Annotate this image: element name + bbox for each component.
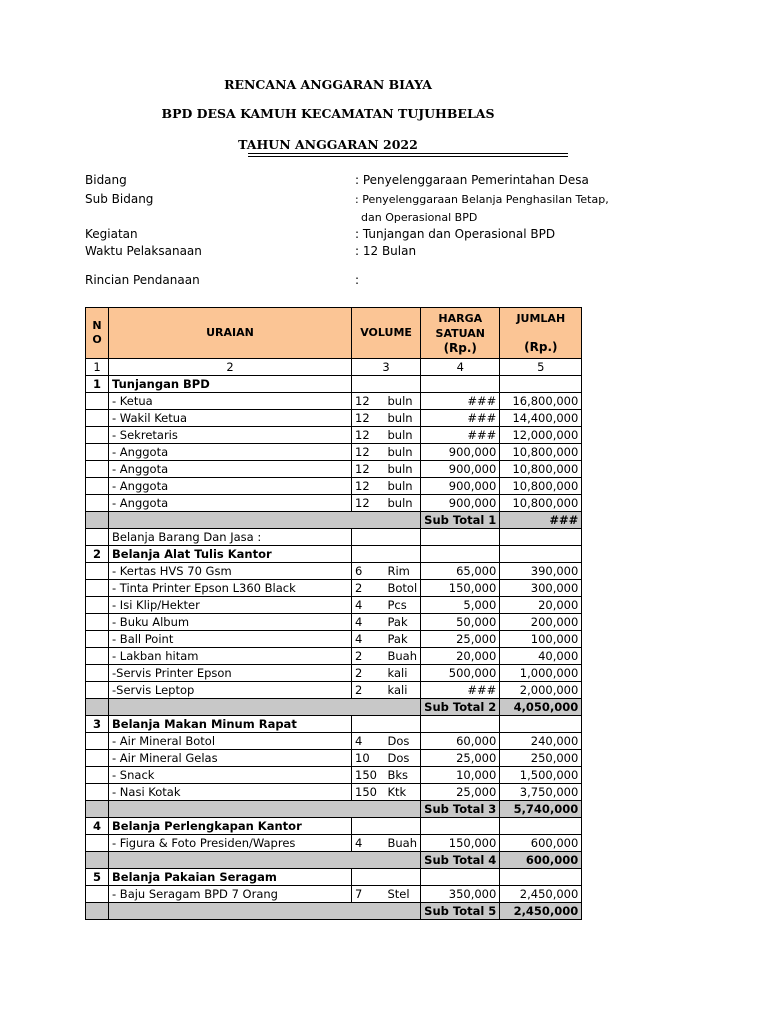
table-row <box>86 835 582 852</box>
item-unit: buln <box>385 478 421 495</box>
item-unit-price: 60,000 <box>421 733 500 750</box>
item-unit: buln <box>385 410 421 427</box>
subtotal-label: Sub Total 1 <box>421 512 500 529</box>
item-unit-price: 900,000 <box>421 461 500 478</box>
section-title: Belanja Perlengkapan Kantor <box>109 818 352 835</box>
item-unit: Pcs <box>385 597 421 614</box>
item-total: 240,000 <box>500 733 582 750</box>
section-title: Belanja Alat Tulis Kantor <box>109 546 352 563</box>
item-description: -Servis Leptop <box>109 682 352 699</box>
row-no <box>86 903 109 920</box>
item-unit: kali <box>385 682 421 699</box>
row-no <box>86 461 109 478</box>
item-total: 600,000 <box>500 835 582 852</box>
item-unit: Ktk <box>385 784 421 801</box>
row-no <box>86 512 109 529</box>
item-unit: buln <box>385 461 421 478</box>
item-quantity: 2 <box>352 682 385 699</box>
header-harga-line1: HARGA <box>438 311 483 325</box>
row-no <box>86 648 109 665</box>
document-year: TAHUN ANGGARAN 2022 <box>238 137 418 152</box>
price-cell <box>421 818 500 835</box>
price-cell <box>421 376 500 393</box>
subtotal-spacer <box>109 512 421 529</box>
item-description: - Anggota <box>109 444 352 461</box>
section-title: Belanja Makan Minum Rapat <box>109 716 352 733</box>
row-no <box>86 767 109 784</box>
row-no <box>86 682 109 699</box>
section-row <box>86 716 582 733</box>
rincian-value: : <box>355 273 360 287</box>
row-no <box>86 750 109 767</box>
table-row <box>86 733 582 750</box>
item-quantity: 4 <box>352 835 385 852</box>
item-unit: Rim <box>385 563 421 580</box>
row-no <box>86 393 109 410</box>
document-title: RENCANA ANGGARAN BIAYA <box>224 77 432 92</box>
item-unit-price: 25,000 <box>421 784 500 801</box>
table-row <box>86 444 582 461</box>
header-uraian: URAIAN <box>109 308 352 359</box>
row-no <box>86 614 109 631</box>
item-description: -Servis Printer Epson <box>109 665 352 682</box>
item-description: - Ball Point <box>109 631 352 648</box>
item-unit-price: 25,000 <box>421 750 500 767</box>
item-quantity: 2 <box>352 580 385 597</box>
total-cell <box>500 869 582 886</box>
item-description: - Figura & Foto Presiden/Wapres <box>109 835 352 852</box>
item-unit-price: 150,000 <box>421 835 500 852</box>
colnum-3: 3 <box>352 359 421 376</box>
item-description: - Kertas HVS 70 Gsm <box>109 563 352 580</box>
item-quantity: 12 <box>352 478 385 495</box>
row-no <box>86 478 109 495</box>
item-quantity: 4 <box>352 597 385 614</box>
vol-cell <box>352 546 421 563</box>
price-cell <box>421 869 500 886</box>
subtotal-value: 5,740,000 <box>500 801 582 818</box>
item-unit-price: 150,000 <box>421 580 500 597</box>
waktu-value: : 12 Bulan <box>355 244 417 258</box>
table-row <box>86 427 582 444</box>
item-description: - Ketua <box>109 393 352 410</box>
subtotal-value: 4,050,000 <box>500 699 582 716</box>
total-cell <box>500 818 582 835</box>
item-unit-price: ### <box>421 682 500 699</box>
item-quantity: 12 <box>352 427 385 444</box>
colnum-5: 5 <box>500 359 582 376</box>
table-row <box>86 580 582 597</box>
table-row <box>86 631 582 648</box>
item-unit-price: 65,000 <box>421 563 500 580</box>
row-no: 4 <box>86 818 109 835</box>
title-underline-top <box>248 153 568 154</box>
subbidang-value-line1: : Penyelenggaraan Belanja Penghasilan Tetap, <box>355 193 609 206</box>
row-no <box>86 835 109 852</box>
item-quantity: 12 <box>352 461 385 478</box>
item-unit: Pak <box>385 614 421 631</box>
section-row <box>86 818 582 835</box>
item-unit: buln <box>385 444 421 461</box>
table-row <box>86 614 582 631</box>
section-row <box>86 376 582 393</box>
item-unit-price: 5,000 <box>421 597 500 614</box>
item-total: 1,000,000 <box>500 665 582 682</box>
subtotal-value: ### <box>500 512 582 529</box>
column-number-row <box>86 359 582 376</box>
item-total: 40,000 <box>500 648 582 665</box>
item-unit: Buah <box>385 648 421 665</box>
item-description: - Baju Seragam BPD 7 Orang <box>109 886 352 903</box>
item-unit-price: 900,000 <box>421 444 500 461</box>
item-unit-price: 10,000 <box>421 767 500 784</box>
item-description: - Wakil Ketua <box>109 410 352 427</box>
note-row <box>86 529 582 546</box>
item-total: 200,000 <box>500 614 582 631</box>
item-unit: Pak <box>385 631 421 648</box>
subtotal-label: Sub Total 5 <box>421 903 500 920</box>
subtotal-spacer <box>109 903 421 920</box>
table-row <box>86 784 582 801</box>
row-no <box>86 801 109 818</box>
item-quantity: 12 <box>352 444 385 461</box>
colnum-4: 4 <box>421 359 500 376</box>
item-total: 3,750,000 <box>500 784 582 801</box>
table-row <box>86 495 582 512</box>
table-body <box>86 376 582 920</box>
rincian-label: Rincian Pendanaan <box>85 273 200 287</box>
item-description: - Air Mineral Botol <box>109 733 352 750</box>
item-unit: buln <box>385 393 421 410</box>
item-unit-price: 20,000 <box>421 648 500 665</box>
vol-cell <box>352 818 421 835</box>
item-description: - Nasi Kotak <box>109 784 352 801</box>
table-row <box>86 461 582 478</box>
item-total: 2,450,000 <box>500 886 582 903</box>
colnum-2: 2 <box>109 359 352 376</box>
item-unit-price: 500,000 <box>421 665 500 682</box>
total-cell <box>500 546 582 563</box>
subtotal-row <box>86 852 582 869</box>
table-row <box>86 665 582 682</box>
table-row <box>86 393 582 410</box>
item-unit: buln <box>385 495 421 512</box>
item-quantity: 10 <box>352 750 385 767</box>
row-no <box>86 580 109 597</box>
item-description: - Anggota <box>109 461 352 478</box>
item-quantity: 12 <box>352 393 385 410</box>
item-description: - Isi Klip/Hekter <box>109 597 352 614</box>
item-total: 16,800,000 <box>500 393 582 410</box>
subtotal-label: Sub Total 2 <box>421 699 500 716</box>
subtotal-spacer <box>109 801 421 818</box>
kegiatan-label: Kegiatan <box>85 227 138 241</box>
table-row <box>86 597 582 614</box>
row-no: 5 <box>86 869 109 886</box>
item-total: 1,500,000 <box>500 767 582 784</box>
item-unit: Buah <box>385 835 421 852</box>
item-quantity: 150 <box>352 784 385 801</box>
item-total: 2,000,000 <box>500 682 582 699</box>
header-jumlah <box>500 308 582 359</box>
price-cell <box>421 546 500 563</box>
section-row <box>86 869 582 886</box>
vol-cell <box>352 869 421 886</box>
total-cell <box>500 716 582 733</box>
item-unit: buln <box>385 427 421 444</box>
section-row <box>86 546 582 563</box>
vol-cell <box>352 529 421 546</box>
subtotal-row <box>86 903 582 920</box>
row-no <box>86 852 109 869</box>
item-quantity: 12 <box>352 410 385 427</box>
bidang-label: Bidang <box>85 173 127 187</box>
header-jumlah-line1: JUMLAH <box>516 312 566 325</box>
total-cell <box>500 529 582 546</box>
item-unit-price: 50,000 <box>421 614 500 631</box>
subtotal-value: 600,000 <box>500 852 582 869</box>
item-description: - Anggota <box>109 495 352 512</box>
row-no <box>86 410 109 427</box>
row-no <box>86 631 109 648</box>
item-description: - Anggota <box>109 478 352 495</box>
item-unit-price: ### <box>421 410 500 427</box>
item-description: - Air Mineral Gelas <box>109 750 352 767</box>
item-description: - Snack <box>109 767 352 784</box>
header-volume: VOLUME <box>352 308 421 359</box>
header-no: N O <box>86 308 109 359</box>
subtotal-label: Sub Total 3 <box>421 801 500 818</box>
row-no: 2 <box>86 546 109 563</box>
item-quantity: 4 <box>352 733 385 750</box>
item-total: 10,800,000 <box>500 495 582 512</box>
row-no: 3 <box>86 716 109 733</box>
item-total: 300,000 <box>500 580 582 597</box>
item-total: 14,400,000 <box>500 410 582 427</box>
item-total: 10,800,000 <box>500 444 582 461</box>
item-quantity: 12 <box>352 495 385 512</box>
item-total: 10,800,000 <box>500 461 582 478</box>
colnum-1: 1 <box>86 359 109 376</box>
section-title: Tunjangan BPD <box>109 376 352 393</box>
vol-cell <box>352 716 421 733</box>
item-description: - Buku Album <box>109 614 352 631</box>
item-unit: Botol <box>385 580 421 597</box>
table-row <box>86 648 582 665</box>
price-cell <box>421 529 500 546</box>
item-quantity: 4 <box>352 631 385 648</box>
row-no <box>86 665 109 682</box>
item-total: 20,000 <box>500 597 582 614</box>
row-no <box>86 886 109 903</box>
item-unit: kali <box>385 665 421 682</box>
row-no <box>86 563 109 580</box>
item-unit: Dos <box>385 733 421 750</box>
title-underline-bottom <box>248 156 568 157</box>
row-no <box>86 427 109 444</box>
item-unit: Bks <box>385 767 421 784</box>
row-no <box>86 597 109 614</box>
item-quantity: 150 <box>352 767 385 784</box>
item-unit: Dos <box>385 750 421 767</box>
document-subtitle: BPD DESA KAMUH KECAMATAN TUJUHBELAS <box>161 106 495 121</box>
subtotal-label: Sub Total 4 <box>421 852 500 869</box>
table-header-row <box>86 308 582 359</box>
row-no <box>86 784 109 801</box>
table-row <box>86 563 582 580</box>
item-quantity: 6 <box>352 563 385 580</box>
row-no <box>86 733 109 750</box>
header-harga-line2: SATUAN <box>435 326 485 340</box>
item-description: - Sekretaris <box>109 427 352 444</box>
item-total: 390,000 <box>500 563 582 580</box>
item-unit-price: 350,000 <box>421 886 500 903</box>
item-unit-price: 900,000 <box>421 495 500 512</box>
item-unit-price: 25,000 <box>421 631 500 648</box>
subtotal-spacer <box>109 852 421 869</box>
subbidang-label: Sub Bidang <box>85 192 154 206</box>
table-row <box>86 886 582 903</box>
subtotal-row <box>86 801 582 818</box>
item-unit-price: ### <box>421 393 500 410</box>
row-no <box>86 495 109 512</box>
section-title: Belanja Pakaian Seragam <box>109 869 352 886</box>
note-text: Belanja Barang Dan Jasa : <box>109 529 352 546</box>
subtotal-row <box>86 512 582 529</box>
table-row <box>86 478 582 495</box>
table-row <box>86 410 582 427</box>
subbidang-value-line2: dan Operasional BPD <box>361 211 478 224</box>
kegiatan-value: : Tunjangan dan Operasional BPD <box>355 227 556 241</box>
header-jumlah-line2: (Rp.) <box>524 340 558 354</box>
row-no <box>86 444 109 461</box>
item-total: 250,000 <box>500 750 582 767</box>
item-total: 10,800,000 <box>500 478 582 495</box>
item-quantity: 2 <box>352 665 385 682</box>
subtotal-row <box>86 699 582 716</box>
subtotal-spacer <box>109 699 421 716</box>
header-harga-line3: (Rp.) <box>443 340 477 355</box>
bidang-value: : Penyelenggaraan Pemerintahan Desa <box>355 173 589 187</box>
item-quantity: 4 <box>352 614 385 631</box>
vol-cell <box>352 376 421 393</box>
row-no <box>86 699 109 716</box>
item-quantity: 2 <box>352 648 385 665</box>
total-cell <box>500 376 582 393</box>
item-description: - Lakban hitam <box>109 648 352 665</box>
item-quantity: 7 <box>352 886 385 903</box>
item-unit-price: 900,000 <box>421 478 500 495</box>
subtotal-value: 2,450,000 <box>500 903 582 920</box>
table-row <box>86 767 582 784</box>
budget-table <box>85 307 582 920</box>
item-unit-price: ### <box>421 427 500 444</box>
item-total: 100,000 <box>500 631 582 648</box>
table-row <box>86 750 582 767</box>
header-harga-satuan <box>421 308 500 359</box>
row-no: 1 <box>86 376 109 393</box>
price-cell <box>421 716 500 733</box>
waktu-label: Waktu Pelaksanaan <box>85 244 202 258</box>
item-total: 12,000,000 <box>500 427 582 444</box>
item-unit: Stel <box>385 886 421 903</box>
item-description: - Tinta Printer Epson L360 Black <box>109 580 352 597</box>
row-no <box>86 529 109 546</box>
table-row <box>86 682 582 699</box>
